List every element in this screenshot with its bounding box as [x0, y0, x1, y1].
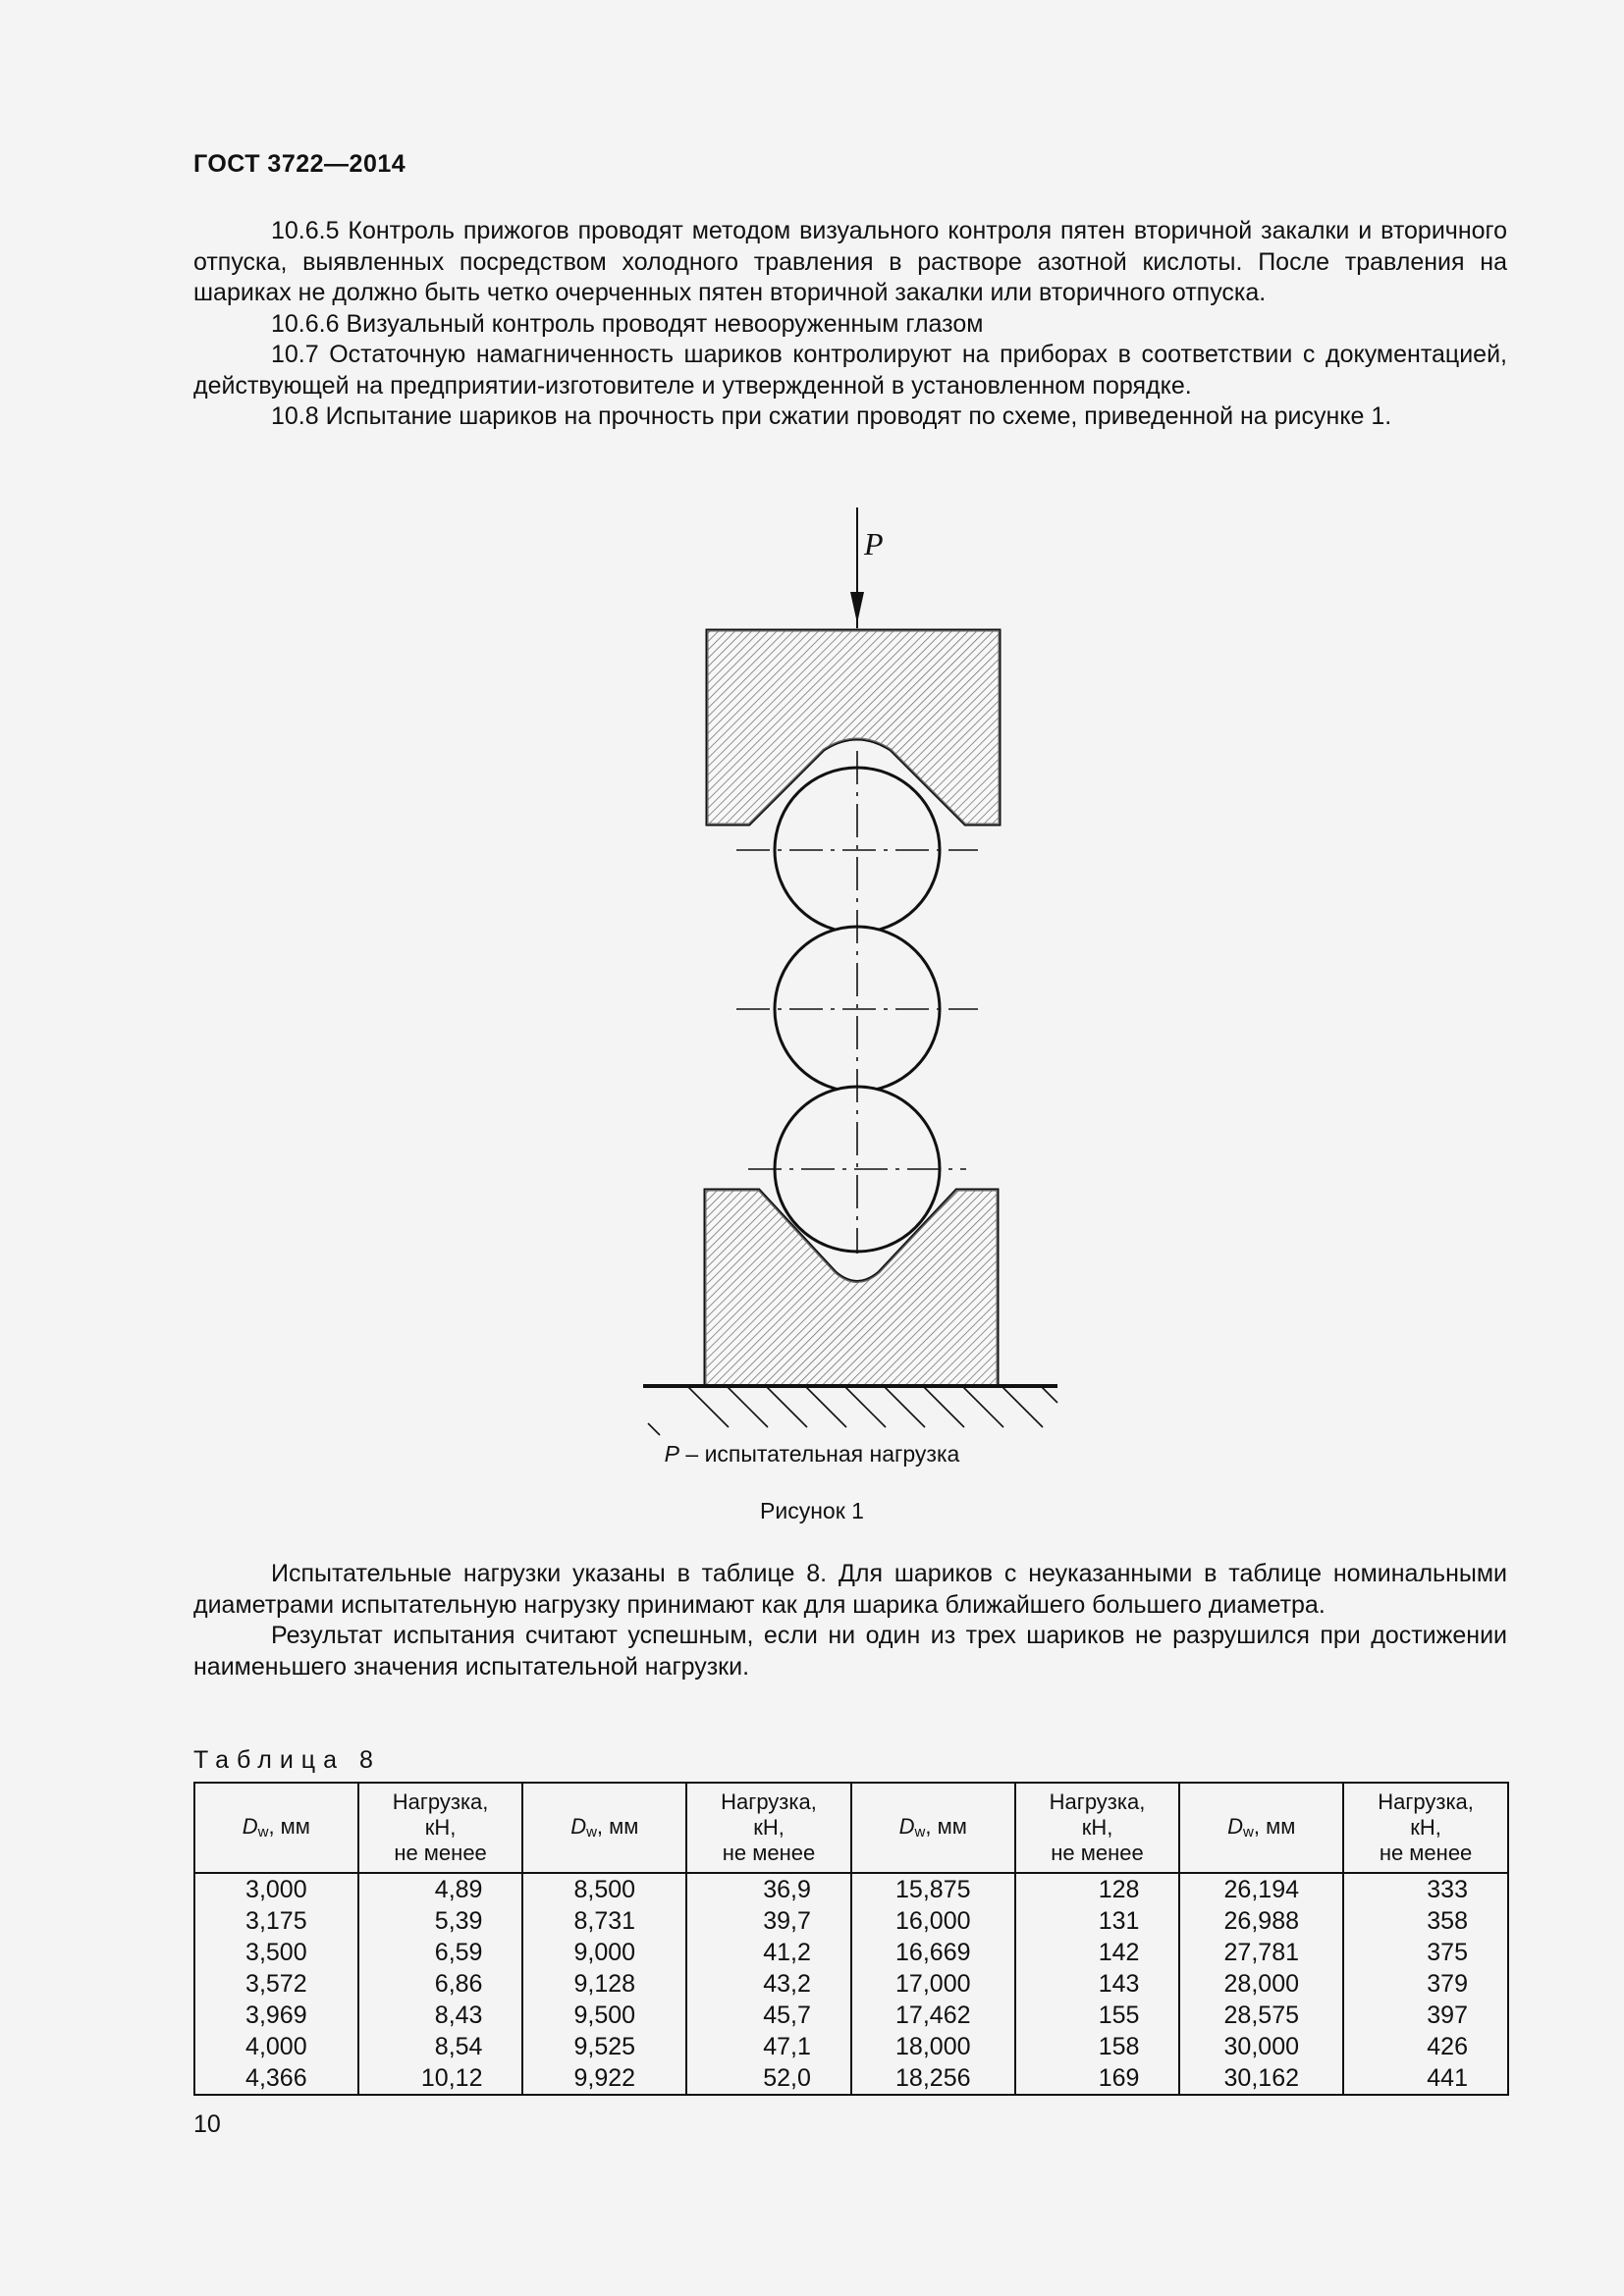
paragraph-10-8: 10.8 Испытание шариков на прочность при сжатии проводят по схеме, приведенной на рисунке 1. — [271, 402, 1392, 430]
load-cell: 39,7 — [686, 1905, 851, 1937]
load-table — [193, 1782, 1509, 2096]
dw-cell: 18,000 — [851, 2031, 1015, 2062]
dw-column-header: $D_w$, мм — [851, 1783, 1015, 1873]
dw-column-header: $D_w$, мм — [1179, 1783, 1343, 1873]
table-row — [194, 1905, 1508, 1937]
legend-text: – испытательная нагрузка — [679, 1441, 960, 1467]
force-arrow — [850, 507, 864, 628]
table-title: Таблица 8 — [193, 1746, 381, 1774]
paragraph-10-7: 10.7 Остаточную намагниченность шариков контролируют на приборах в соответствии с документацией, действующей на предприятии-изготовителе и утвержденной в установленном порядке. — [193, 341, 1507, 400]
paragraph-10-6-5: 10.6.5 Контроль прижогов проводят методом визуального контроля пятен вторичной закалки и вторичного отпуска, выявленных посредством холодного травления в растворе азотной кислоты. После травления на шариках не должно быть четко очерченных пятен вторичной закалки или вторичного отпуска. — [193, 217, 1507, 306]
load-cell: 131 — [1015, 1905, 1180, 1937]
table-row — [194, 1873, 1508, 1905]
load-cell: 45,7 — [686, 2000, 851, 2031]
load-cell: 441 — [1343, 2062, 1508, 2095]
table-header-row — [194, 1783, 1508, 1873]
load-cell: 142 — [1015, 1937, 1180, 1968]
table-row — [194, 2062, 1508, 2095]
dw-cell: 16,669 — [851, 1937, 1015, 1968]
table-row — [194, 1937, 1508, 1968]
load-cell: 128 — [1015, 1873, 1180, 1905]
load-cell: 155 — [1015, 2000, 1180, 2031]
dw-cell: 30,000 — [1179, 2031, 1343, 2062]
dw-cell: 30,162 — [1179, 2062, 1343, 2095]
dw-cell: 28,575 — [1179, 2000, 1343, 2031]
load-column-header: Нагрузка, кН, не менее — [686, 1783, 851, 1873]
ground-hatching — [648, 1386, 1057, 1435]
load-cell: 379 — [1343, 1968, 1508, 2000]
dw-cell: 16,000 — [851, 1905, 1015, 1937]
dw-cell: 15,875 — [851, 1873, 1015, 1905]
load-cell: 6,86 — [358, 1968, 523, 2000]
compression-test-diagram — [619, 506, 1080, 1448]
load-cell: 8,43 — [358, 2000, 523, 2031]
figure-caption: Рисунок 1 — [760, 1498, 864, 1523]
dw-cell: 17,462 — [851, 2000, 1015, 2031]
dw-cell: 26,194 — [1179, 1873, 1343, 1905]
dw-cell: 9,128 — [522, 1968, 686, 2000]
dw-cell: 26,988 — [1179, 1905, 1343, 1937]
dw-cell: 3,500 — [194, 1937, 358, 1968]
dw-cell: 4,366 — [194, 2062, 358, 2095]
table-row — [194, 1968, 1508, 2000]
dw-cell: 8,500 — [522, 1873, 686, 1905]
paragraph-loads: Испытательные нагрузки указаны в таблице 8. Для шариков с неуказанными в таблице номинальными диаметрами испытательную нагрузку принимают как для шарика ближайшего большего диаметра. — [193, 1560, 1507, 1619]
dw-column-header: $D_w$, мм — [522, 1783, 686, 1873]
legend-symbol: P — [664, 1441, 679, 1467]
document-header: ГОСТ 3722—2014 — [193, 150, 406, 178]
dw-cell: 27,781 — [1179, 1937, 1343, 1968]
dw-cell: 9,500 — [522, 2000, 686, 2031]
dw-cell: 3,969 — [194, 2000, 358, 2031]
load-cell: 4,89 — [358, 1873, 523, 1905]
dw-cell: 3,175 — [194, 1905, 358, 1937]
load-cell: 8,54 — [358, 2031, 523, 2062]
dw-cell: 9,525 — [522, 2031, 686, 2062]
load-cell: 52,0 — [686, 2062, 851, 2095]
load-cell: 158 — [1015, 2031, 1180, 2062]
load-cell: 426 — [1343, 2031, 1508, 2062]
dw-cell: 18,256 — [851, 2062, 1015, 2095]
table-row — [194, 2000, 1508, 2031]
load-cell: 47,1 — [686, 2031, 851, 2062]
table-row — [194, 2031, 1508, 2062]
load-column-header: Нагрузка, кН, не менее — [1015, 1783, 1180, 1873]
figure-legend — [0, 1441, 1624, 1468]
load-cell: 6,59 — [358, 1937, 523, 1968]
dw-cell: 9,000 — [522, 1937, 686, 1968]
force-label: P — [864, 526, 884, 561]
load-cell: 397 — [1343, 2000, 1508, 2031]
load-cell: 10,12 — [358, 2062, 523, 2095]
load-cell: 169 — [1015, 2062, 1180, 2095]
load-cell: 143 — [1015, 1968, 1180, 2000]
load-cell: 43,2 — [686, 1968, 851, 2000]
load-cell: 36,9 — [686, 1873, 851, 1905]
load-cell: 5,39 — [358, 1905, 523, 1937]
dw-cell: 4,000 — [194, 2031, 358, 2062]
load-cell: 358 — [1343, 1905, 1508, 1937]
load-column-header: Нагрузка, кН, не менее — [358, 1783, 523, 1873]
load-cell: 41,2 — [686, 1937, 851, 1968]
page-number: 10 — [193, 2110, 221, 2138]
dw-cell: 3,572 — [194, 1968, 358, 2000]
dw-cell: 9,922 — [522, 2062, 686, 2095]
paragraph-10-6-6: 10.6.6 Визуальный контроль проводят невооруженным глазом — [271, 309, 984, 338]
dw-cell: 28,000 — [1179, 1968, 1343, 2000]
load-column-header: Нагрузка, кН, не менее — [1343, 1783, 1508, 1873]
dw-column-header: $D_w$, мм — [194, 1783, 358, 1873]
dw-cell: 17,000 — [851, 1968, 1015, 2000]
load-cell: 333 — [1343, 1873, 1508, 1905]
dw-cell: 3,000 — [194, 1873, 358, 1905]
dw-cell: 8,731 — [522, 1905, 686, 1937]
text-block-top — [193, 216, 1507, 433]
text-block-bottom — [193, 1559, 1507, 1682]
load-cell: 375 — [1343, 1937, 1508, 1968]
paragraph-result: Результат испытания считают успешным, если ни один из трех шариков не разрушился при достижении наименьшего значения испытательной нагрузки. — [193, 1622, 1507, 1681]
